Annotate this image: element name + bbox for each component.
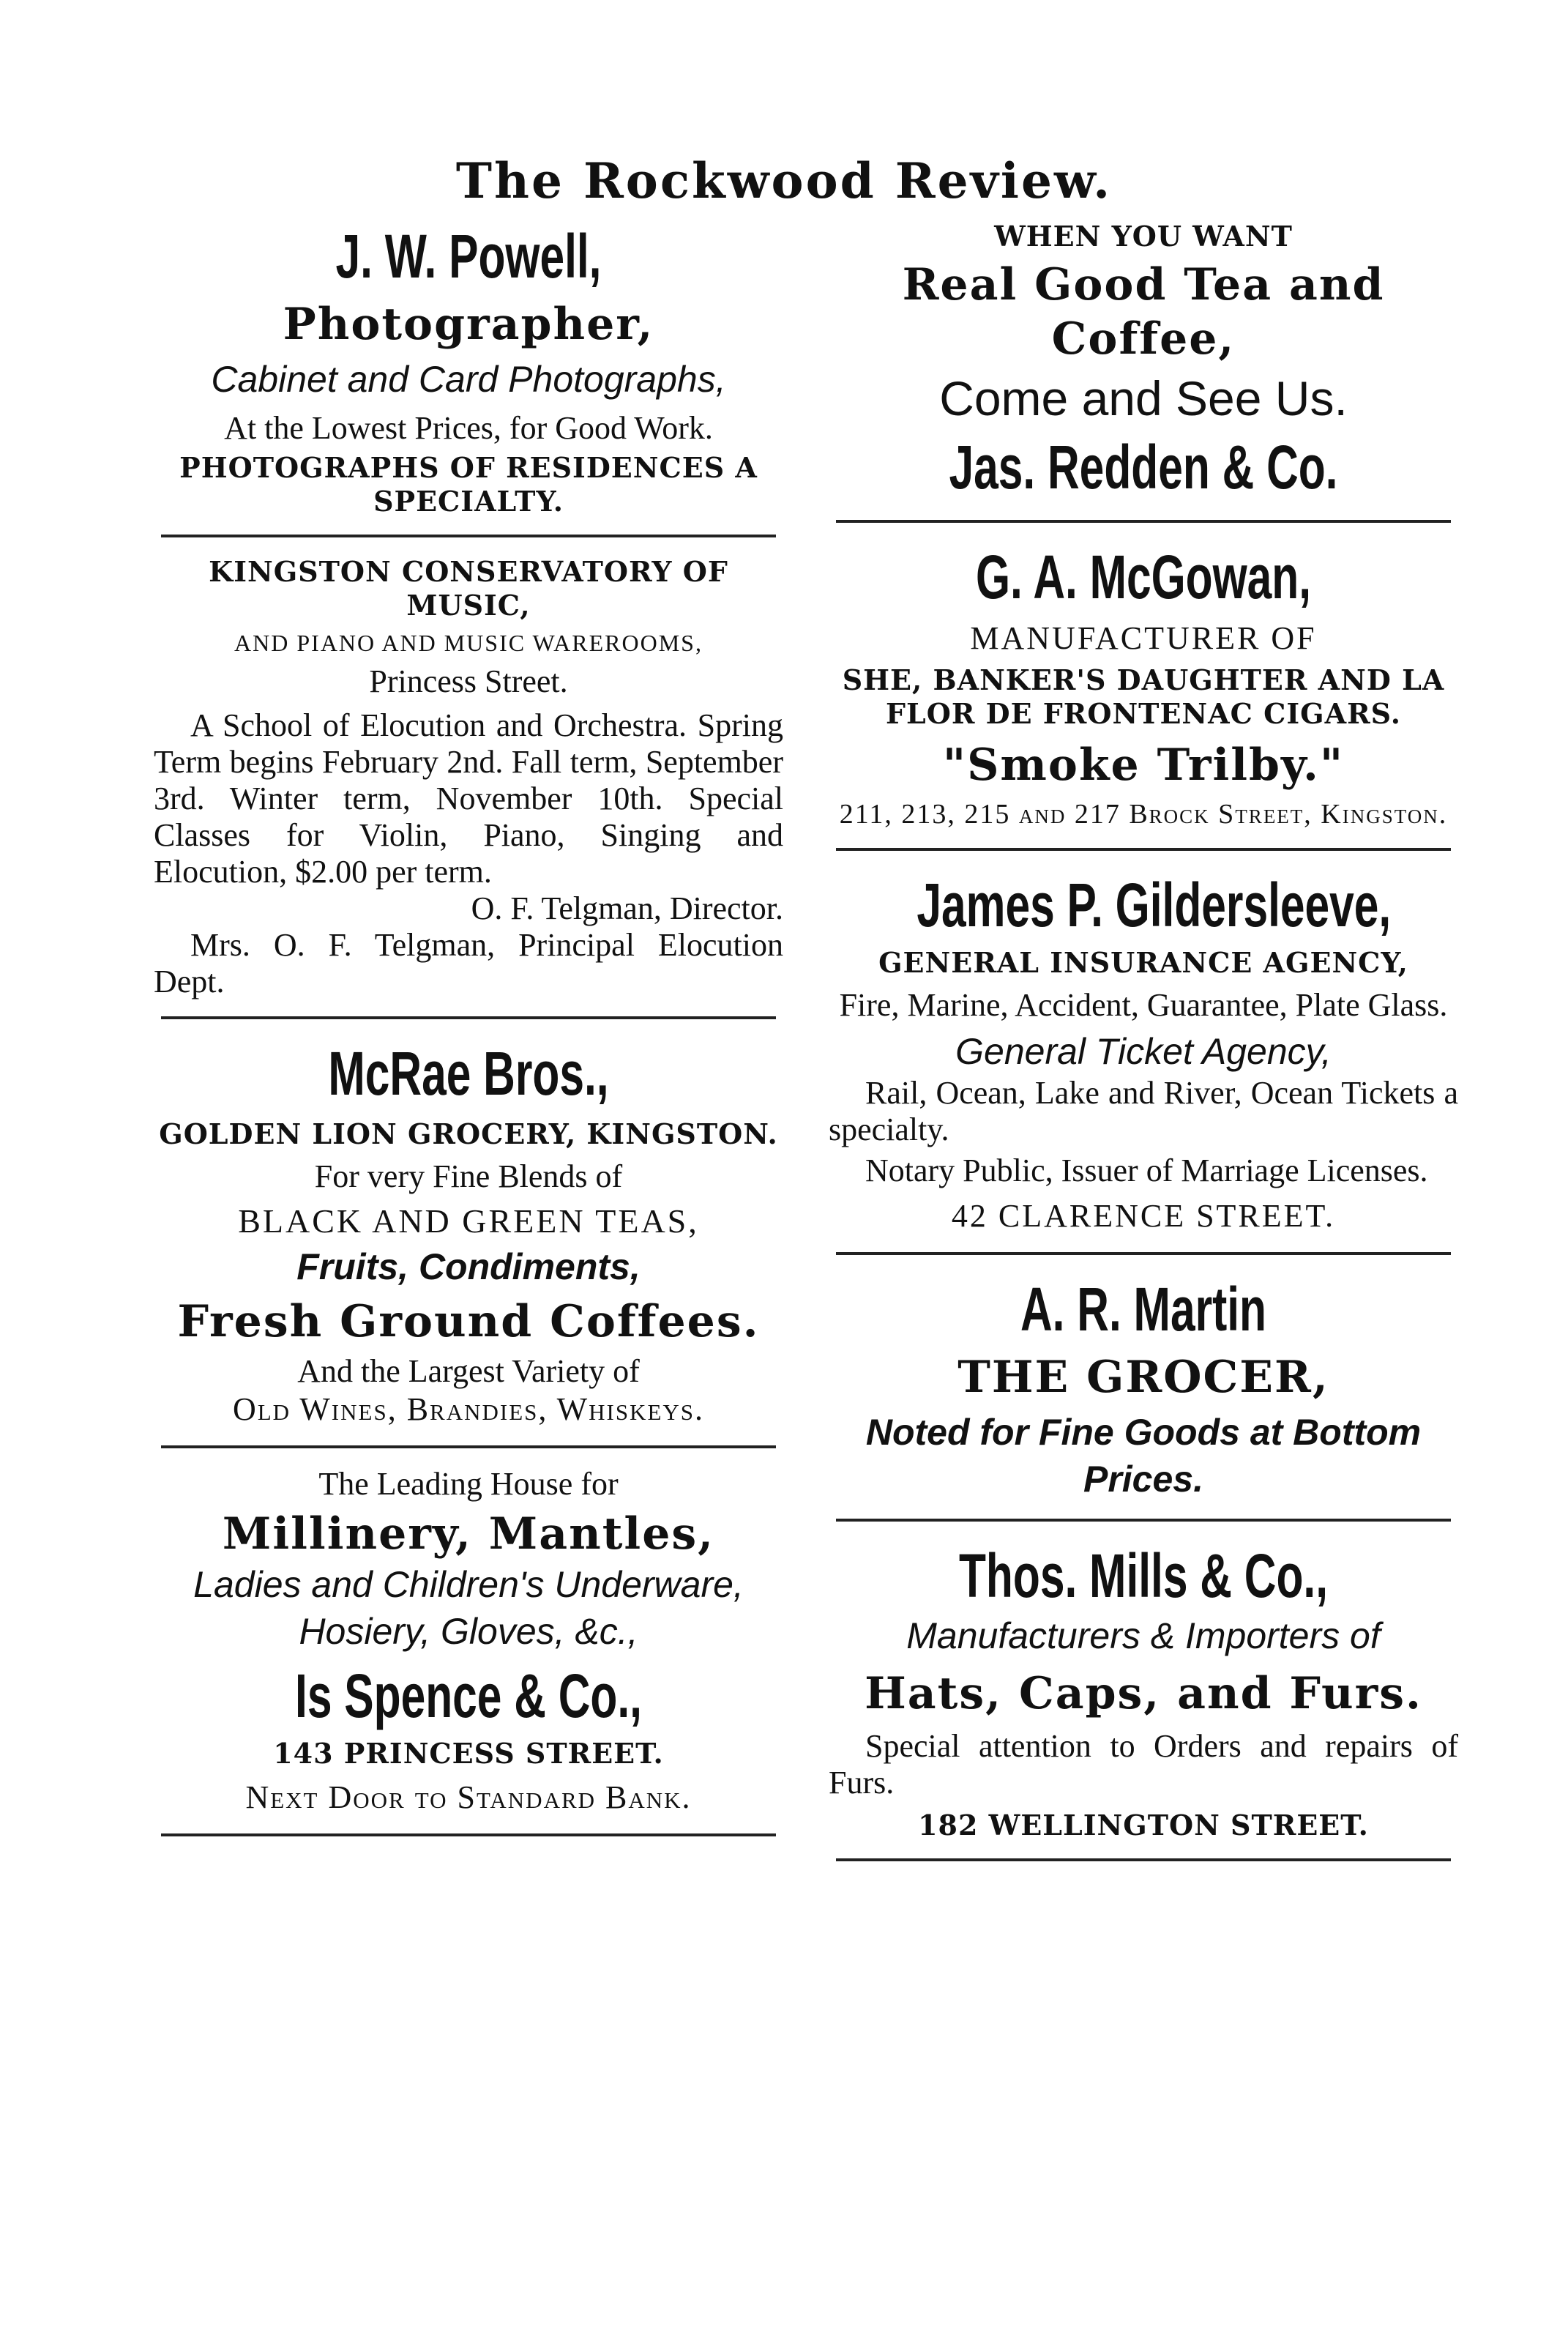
ad-gildersleeve-agency: GENERAL INSURANCE AGENCY, <box>878 946 1408 979</box>
divider <box>161 535 776 537</box>
ad-powell-name: J. W. Powell, <box>335 222 602 291</box>
ad-mcrae-line5: And the Largest Variety of <box>297 1353 640 1389</box>
ad-mcrae-line6: Old Wines, Brandies, Whiskeys. <box>232 1391 705 1427</box>
ad-powell <box>154 220 783 518</box>
ad-mcgowan-slogan: "Smoke Trilby." <box>942 740 1345 791</box>
ad-spence-address: 143 PRINCESS STREET. <box>273 1737 664 1770</box>
divider <box>836 848 1451 851</box>
ad-redden-name: Jas. Redden & Co. <box>949 433 1338 502</box>
ad-redden <box>829 220 1458 504</box>
ad-mcrae-store: GOLDEN LION GROCERY, KINGSTON. <box>159 1117 778 1150</box>
ad-redden-headline: Real Good Tea and Coffee, <box>902 259 1385 365</box>
ad-conservatory-title: KINGSTON CONSERVATORY OF MUSIC, <box>209 555 728 622</box>
ad-spence-items: Ladies and Children's Underware, Hosiery, Gloves, &c., <box>193 1564 744 1652</box>
ad-mcgowan-name: G. A. McGowan, <box>975 543 1312 611</box>
ad-spence-name: Is Spence & Co., <box>295 1661 642 1730</box>
ad-gildersleeve <box>829 868 1458 1236</box>
ad-conservatory-description: A School of Elocution and Orchestra. Spring Term begins February 2nd. Fall term, September 3rd. Winter term, November 10th. Special Classes for Violin, Piano, Singing and Elocution, $2.00 per term. <box>154 707 783 890</box>
page-title: The Rockwood Review. <box>455 152 1113 209</box>
ad-redden-intro: WHEN YOU WANT <box>994 220 1293 253</box>
divider <box>836 1858 1451 1861</box>
ad-spence-note: Next Door to Standard Bank. <box>245 1779 692 1815</box>
ad-conservatory-subtitle: AND PIANO AND MUSIC WAREROOMS, <box>234 630 703 656</box>
ad-gildersleeve-travel: Rail, Ocean, Lake and River, Ocean Tickets a specialty. <box>829 1075 1458 1147</box>
ad-mills-note: Special attention to Orders and repairs of Furs. <box>829 1728 1458 1801</box>
divider <box>161 1445 776 1448</box>
ad-mcrae-line1: For very Fine Blends of <box>314 1158 623 1194</box>
ad-gildersleeve-address: 42 CLARENCE STREET. <box>951 1198 1336 1234</box>
ad-mcrae-line4: Fresh Ground Coffees. <box>177 1296 760 1347</box>
ad-spence-intro: The Leading House for <box>318 1466 619 1502</box>
ad-conservatory-director: O. F. Telgman, Director. <box>471 890 783 926</box>
ad-redden-cta: Come and See Us. <box>939 371 1348 425</box>
ad-powell-line1: At the Lowest Prices, for Good Work. <box>224 410 713 446</box>
ad-martin <box>829 1273 1458 1503</box>
ad-mcrae-line2: BLACK AND GREEN TEAS, <box>238 1202 699 1240</box>
ad-spence <box>154 1466 783 1817</box>
divider <box>836 1519 1451 1522</box>
ad-spence-headline: Millinery, Mantles, <box>222 1508 715 1560</box>
ad-gildersleeve-ticket: General Ticket Agency, <box>955 1031 1332 1072</box>
ad-mills <box>829 1539 1458 1842</box>
ad-gildersleeve-notary: Notary Public, Issuer of Marriage Licenses. <box>865 1153 1428 1188</box>
ad-powell-trade: Photographer, <box>283 299 654 350</box>
ad-martin-tagline: Noted for Fine Goods at Bottom Prices. <box>865 1412 1422 1500</box>
ad-gildersleeve-lines: Fire, Marine, Accident, Guarantee, Plate Glass. <box>839 987 1448 1023</box>
ad-conservatory <box>154 555 783 1000</box>
ad-conservatory-street: Princess Street. <box>369 663 568 699</box>
ad-martin-trade: THE GROCER, <box>957 1352 1329 1403</box>
divider <box>161 1016 776 1019</box>
right-column <box>829 220 1458 1879</box>
ad-mcgowan-brands: SHE, BANKER'S DAUGHTER AND LA FLOR DE FRONTENAC CIGARS. <box>842 663 1445 730</box>
ad-mcgowan-role: MANUFACTURER OF <box>970 620 1317 656</box>
ad-gildersleeve-name: James P. Gildersleeve, <box>916 871 1392 939</box>
ad-mcgowan <box>829 540 1458 832</box>
divider <box>836 520 1451 523</box>
ad-mills-goods: Hats, Caps, and Furs. <box>865 1668 1422 1719</box>
left-column <box>154 220 783 1854</box>
ad-mcrae <box>154 1037 783 1429</box>
ad-mcrae-line3: Fruits, Condiments, <box>296 1246 641 1287</box>
ad-conservatory-principal: Mrs. O. F. Telgman, Principal Elocution Dept. <box>154 927 783 999</box>
divider <box>161 1833 776 1836</box>
ad-mills-name: Thos. Mills & Co., <box>958 1541 1328 1610</box>
ad-powell-line2: PHOTOGRAPHS OF RESIDENCES A SPECIALTY. <box>179 451 758 518</box>
ad-mcgowan-address: 211, 213, 215 and 217 Brock Street, Kingston. <box>839 799 1448 830</box>
ad-martin-name: A. R. Martin <box>1020 1275 1267 1344</box>
ad-mcrae-name: McRae Bros., <box>328 1039 609 1108</box>
divider <box>836 1252 1451 1255</box>
ad-mills-tagline: Manufacturers & Importers of <box>906 1615 1381 1656</box>
ad-powell-tagline: Cabinet and Card Photographs, <box>211 359 726 400</box>
ad-mills-address: 182 WELLINGTON STREET. <box>918 1809 1369 1842</box>
